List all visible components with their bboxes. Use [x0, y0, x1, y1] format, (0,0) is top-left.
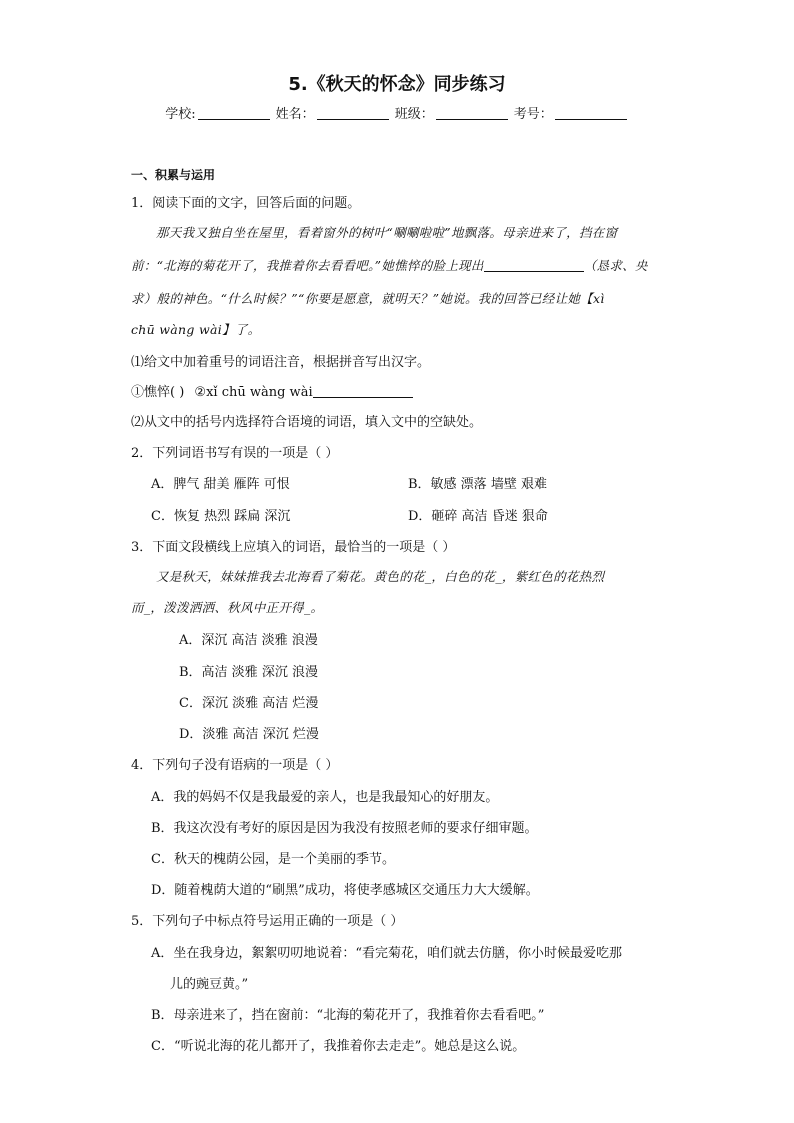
school-blank[interactable] [198, 107, 270, 120]
question-3-stem: 3．下面文段横线上应填入的词语，最恰当的一项是（ ） [131, 540, 456, 555]
school-label: 学校: [165, 107, 196, 122]
q1-sub-1-a: ①憔悴( ) [131, 385, 185, 400]
q4-option-a[interactable]: A．我的妈妈不仅是我最爱的亲人，也是我最知心的好朋友。 [151, 790, 499, 805]
q2-option-b[interactable]: B．敏感 漂落 墙壁 艰难 [408, 477, 547, 492]
q2-option-d[interactable]: D．砸碎 高洁 昏迷 狠命 [408, 509, 548, 524]
section-heading: 一、积累与运用 [131, 168, 216, 182]
q4-option-d[interactable]: D．随着槐荫大道的“刷黑”成功，将使孝感城区交通压力大大缓解。 [151, 883, 539, 898]
q1-passage-line-3: 求）般的神色。“什么时候？”“你要是愿意，就明天？”她说。我的回答已经让她【xì [131, 291, 605, 306]
q5-option-c[interactable]: C．“听说北海的花儿都开了，我推着你去走走”。她总是这么说。 [151, 1039, 526, 1054]
q1-passage-line-4: chū wàng wài】了。 [131, 322, 261, 337]
q1-sub-1-b: ②xǐ chū wàng wài [194, 385, 313, 400]
exam-number-blank[interactable] [555, 107, 627, 120]
q1-sub-1-b-blank[interactable] [313, 385, 413, 398]
q1-passage-line-2a: 前：“北海的菊花开了，我推着你去看看吧。”她憔悴的脸上现出 [131, 258, 484, 273]
q3-option-b[interactable]: B．高洁 淡雅 深沉 浪漫 [179, 665, 318, 680]
q5-option-a-line-2: 儿的豌豆黄。” [170, 977, 249, 992]
name-blank[interactable] [317, 107, 389, 120]
question-1-stem: 1．阅读下面的文字，回答后面的问题。 [131, 196, 361, 211]
q5-option-a-line-1[interactable]: A．坐在我身边，絮絮叨叨地说着：“看完菊花，咱们就去仿膳，你小时候最爱吃那 [151, 946, 623, 961]
name-label: 姓名： [275, 107, 315, 122]
question-2-stem: 2．下列词语书写有误的一项是（ ） [131, 446, 339, 461]
q5-option-b[interactable]: B．母亲进来了，挡在窗前：“北海的菊花开了，我推着你去看看吧。” [151, 1008, 545, 1023]
q2-option-a[interactable]: A．脾气 甜美 雁阵 可恨 [151, 477, 290, 492]
q2-option-c[interactable]: C．恢复 热烈 踩扁 深沉 [151, 509, 291, 524]
q1-sub-1-answers [131, 381, 413, 400]
q1-passage-line-2 [131, 256, 661, 274]
q1-fill-blank[interactable] [484, 259, 584, 272]
q3-option-d[interactable]: D．淡雅 高洁 深沉 烂漫 [179, 727, 319, 742]
q3-option-a[interactable]: A．深沉 高洁 淡雅 浪漫 [179, 633, 318, 648]
q4-option-c[interactable]: C．秋天的槐荫公园，是一个美丽的季节。 [151, 852, 395, 867]
exam-number-label: 考号： [513, 107, 553, 122]
q4-option-b[interactable]: B．我这次没有考好的原因是因为我没有按照老师的要求仔细审题。 [151, 821, 538, 836]
q1-sub-question-2: ⑵从文中的括号内选择符合语境的词语，填入文中的空缺处。 [131, 415, 483, 430]
question-4-stem: 4．下列句子没有语病的一项是（ ） [131, 758, 339, 773]
q1-passage-line-2b: （恳求、央 [583, 258, 648, 273]
q3-passage-line-1: 又是秋天，妹妹推我去北海看了菊花。黄色的花_，白色的花_，紫红色的花热烈 [156, 569, 605, 584]
student-info-row [0, 103, 794, 122]
q1-passage-line-1: 那天我又独自坐在屋里，看着窗外的树叶“唰唰啦啦”地飘落。母亲进来了，挡在窗 [156, 225, 618, 240]
class-blank[interactable] [436, 107, 508, 120]
question-5-stem: 5．下列句子中标点符号运用正确的一项是（ ） [131, 914, 404, 929]
class-label: 班级： [394, 107, 434, 122]
q1-sub-question-1: ⑴给文中加着重号的词语注音，根据拼音写出汉字。 [131, 355, 431, 370]
page-title: 5.《秋天的怀念》同步练习 [288, 74, 506, 95]
q3-passage-line-2: 而_，泼泼洒洒、秋风中正开得_。 [131, 600, 324, 615]
q3-option-c[interactable]: C．深沉 淡雅 高洁 烂漫 [179, 696, 319, 711]
